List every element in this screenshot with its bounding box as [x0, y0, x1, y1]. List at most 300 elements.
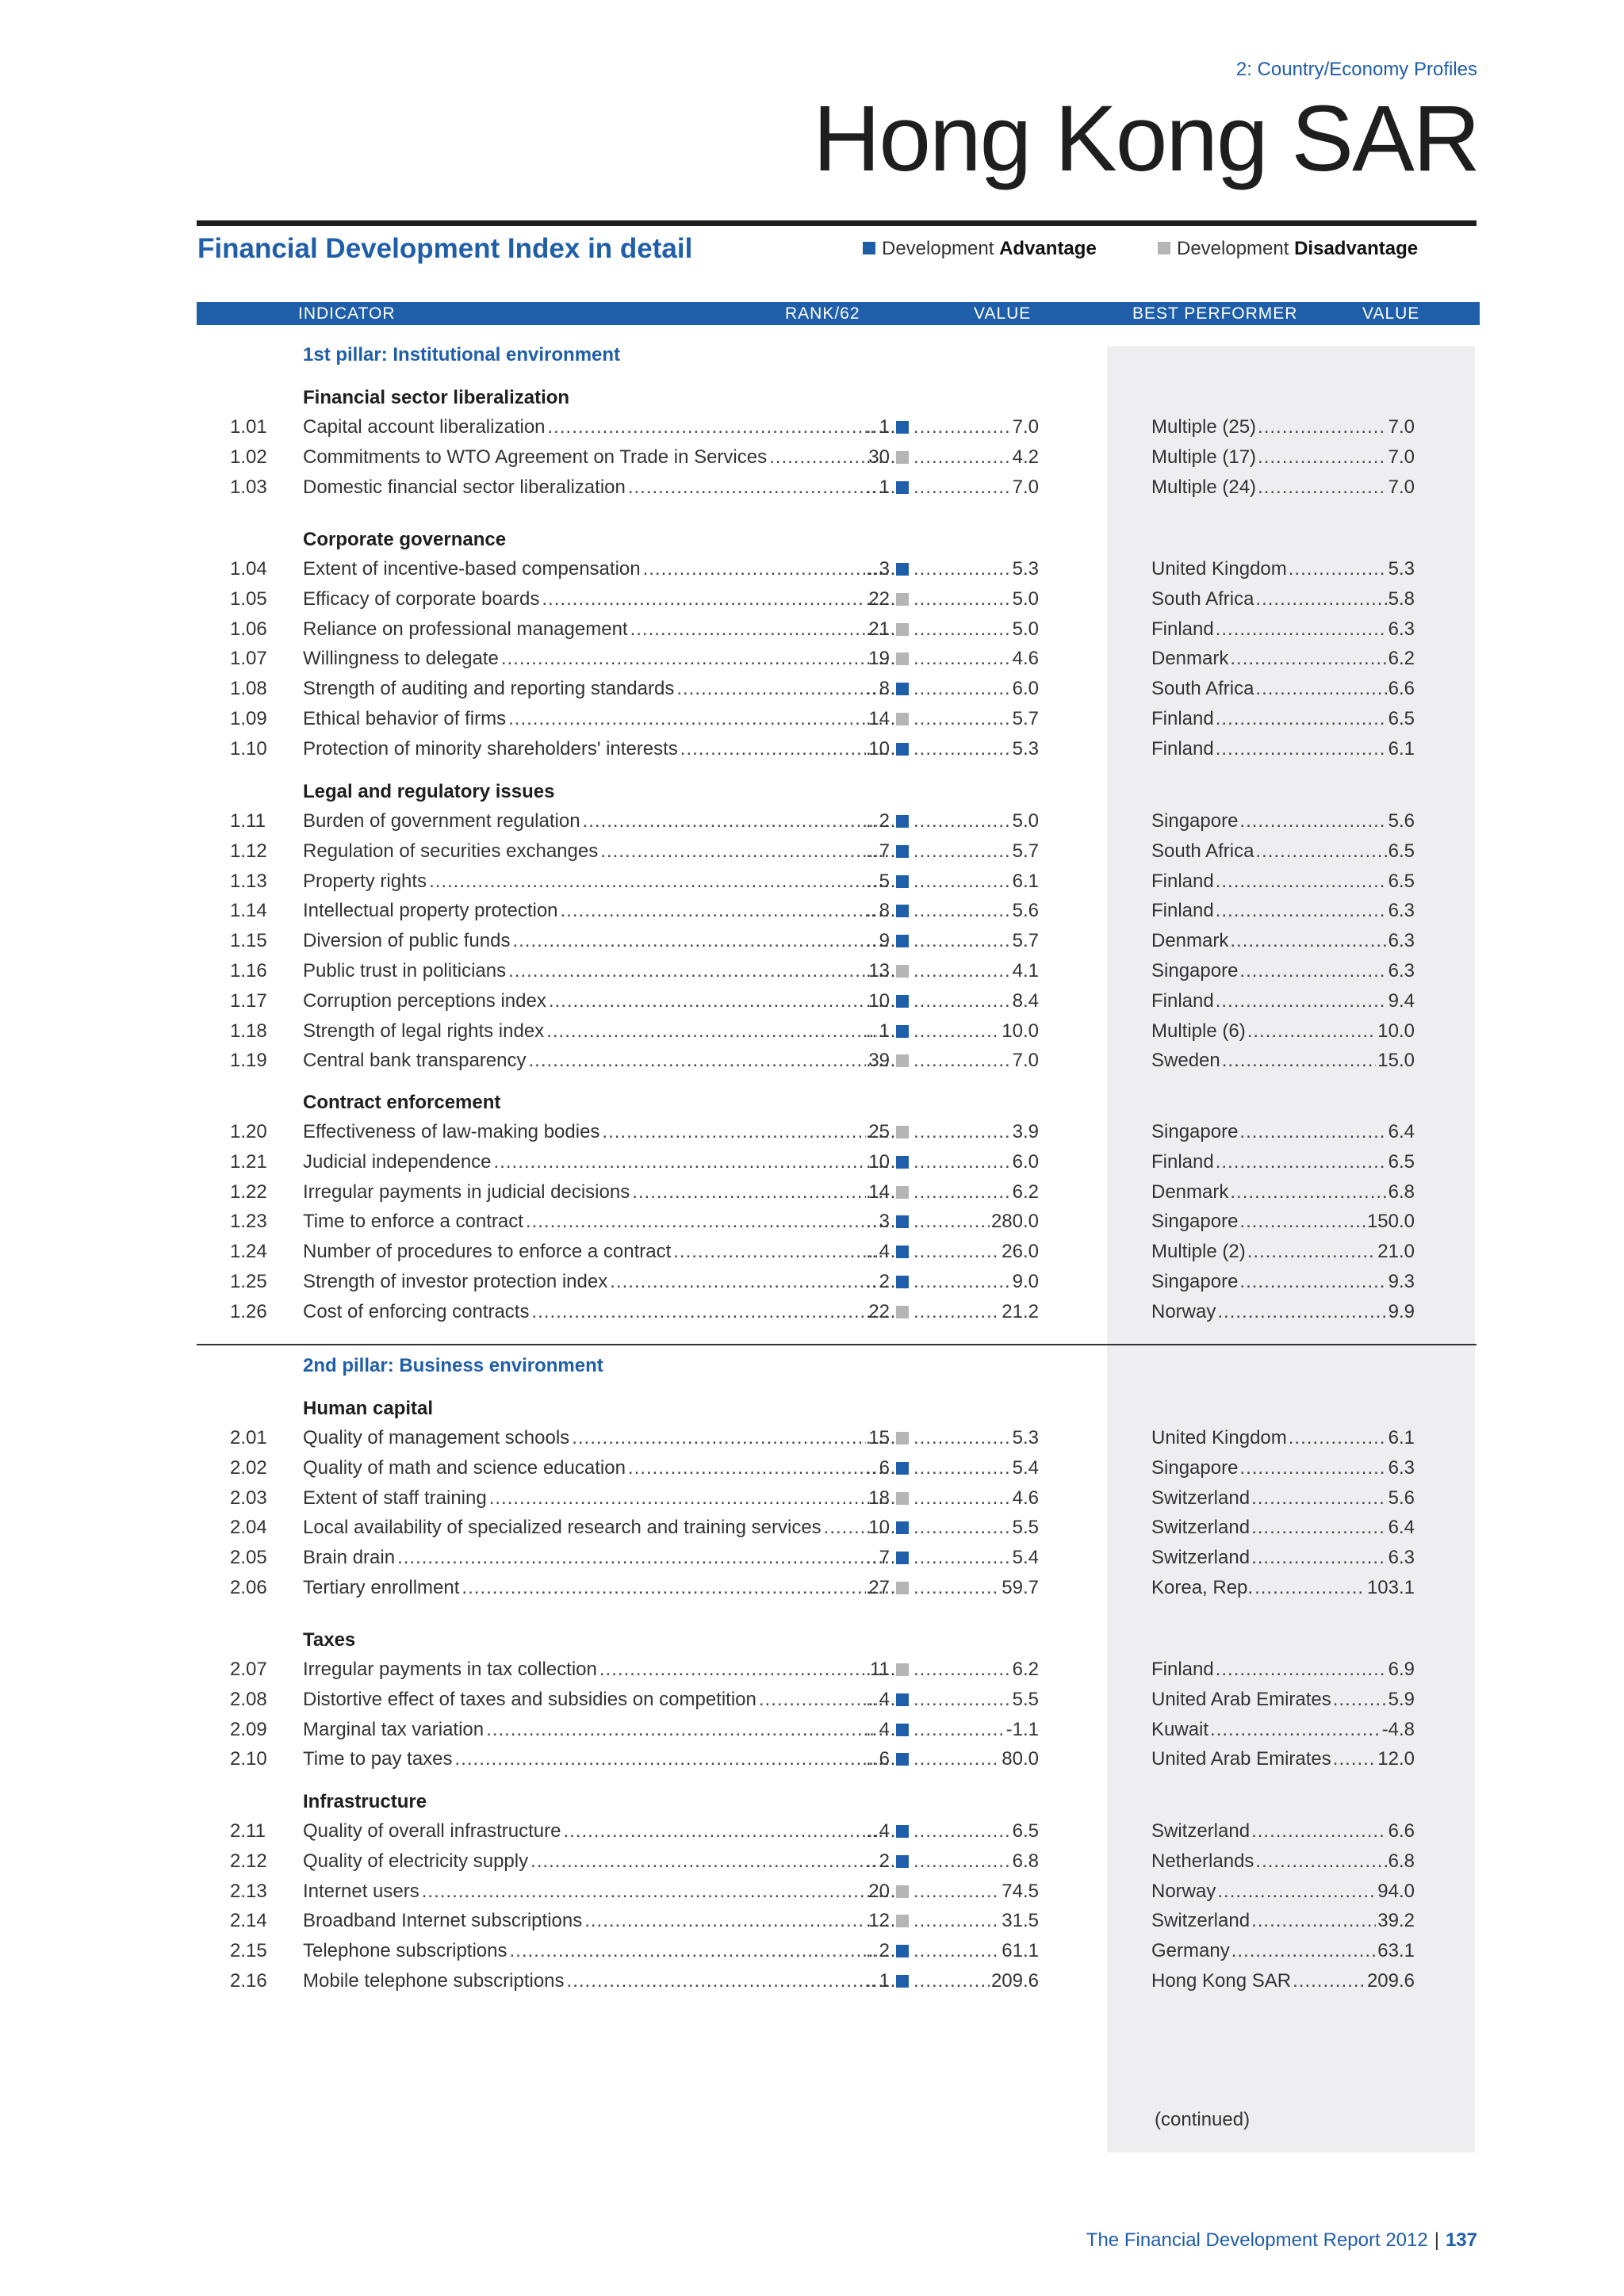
indicator-rank: 21 [868, 618, 890, 640]
best-performer-value: 39.2 [1377, 1910, 1415, 1932]
indicator-rank: 3 [879, 558, 890, 580]
dot-leader [914, 1910, 1000, 1932]
best-performer-name: South Africa [1151, 587, 1254, 610]
advantage-marker-icon [896, 905, 909, 917]
indicator-cell [303, 840, 890, 863]
indicator-name: Quality of electricity supply [303, 1850, 529, 1872]
best-performer-value: 9.9 [1388, 1300, 1415, 1322]
legend-advantage [863, 238, 1097, 260]
best-performer-name: Finland [1151, 989, 1214, 1012]
dot-leader [1216, 990, 1387, 1012]
value-cell [914, 678, 1039, 700]
indicator-number: 1.10 [230, 737, 267, 760]
best-performer-cell [1151, 618, 1415, 641]
indicator-cell [303, 990, 890, 1012]
indicator-rank: 39 [868, 1050, 890, 1072]
dot-leader [1217, 1301, 1386, 1323]
table-row [0, 734, 1624, 764]
indicator-name: Regulation of securities exchanges [303, 840, 599, 862]
value-cell [914, 1241, 1039, 1263]
dot-leader [914, 900, 1011, 922]
value-cell [914, 1301, 1039, 1323]
table-row [0, 644, 1624, 674]
advantage-marker-icon [896, 1724, 909, 1736]
indicator-cell [303, 1719, 890, 1741]
best-performer-cell [1151, 1910, 1415, 1932]
indicator-name: Extent of incentive-based compensation [303, 558, 641, 580]
best-performer-name: Denmark [1151, 648, 1229, 670]
value-cell [914, 416, 1039, 438]
indicator-cell [303, 1121, 890, 1143]
indicator-name: Burden of government regulation [303, 810, 580, 832]
value-cell [914, 871, 1039, 893]
indicator-cell [303, 1427, 890, 1449]
indicator-name: Mobile telephone subscriptions [303, 1970, 565, 1992]
indicator-number: 1.25 [230, 1271, 267, 1292]
header-value: VALUE [974, 304, 1032, 323]
indicator-value: 59.7 [1002, 1577, 1039, 1598]
best-performer-value: 10.0 [1377, 1020, 1415, 1042]
indicator-number: 2.09 [230, 1718, 267, 1740]
value-cell [914, 738, 1039, 760]
table-row [0, 674, 1624, 704]
advantage-marker-icon [896, 421, 909, 434]
indicator-name: Central bank transparency [303, 1050, 527, 1072]
indicator-name: Protection of minority shareholders' interests [303, 737, 678, 760]
best-performer-name: Finland [1151, 900, 1214, 922]
best-performer-name: Denmark [1151, 1181, 1229, 1203]
indicator-number: 2.13 [230, 1880, 267, 1902]
best-performer-value: 7.0 [1388, 476, 1415, 498]
dot-leader [866, 1689, 894, 1711]
indicator-rank: 4 [879, 1820, 890, 1842]
dot-leader [914, 1301, 1000, 1323]
best-performer-name: Singapore [1151, 1211, 1239, 1233]
indicator-number: 1.13 [230, 870, 267, 892]
table-header [197, 302, 1480, 325]
dot-leader [643, 558, 877, 580]
dot-leader [546, 1020, 876, 1043]
dot-leader [914, 476, 1011, 499]
indicator-name: Internet users [303, 1880, 419, 1902]
table-row [0, 584, 1624, 614]
best-performer-cell [1151, 1457, 1415, 1479]
dot-leader [866, 476, 894, 499]
dot-leader [673, 1241, 876, 1263]
country-title: Hong Kong SAR [813, 86, 1479, 191]
dot-leader [866, 960, 894, 982]
best-performer-name: Switzerland [1151, 1487, 1251, 1509]
dot-leader [489, 1487, 867, 1510]
indicator-value: 5.7 [1012, 708, 1039, 729]
group-title: Corporate governance [303, 529, 507, 550]
legend-disadvantage-bold: Disadvantage [1294, 238, 1419, 259]
indicator-number: 1.18 [230, 1020, 267, 1042]
dot-leader [914, 1970, 990, 1992]
best-performer-value: 5.8 [1388, 587, 1415, 610]
indicator-value: 5.3 [1012, 737, 1039, 760]
best-performer-value: 6.8 [1388, 1850, 1415, 1872]
best-performer-value: 9.3 [1388, 1271, 1415, 1292]
value-cell [914, 1881, 1039, 1903]
dot-leader [914, 871, 1011, 893]
best-performer-value: 6.5 [1388, 870, 1415, 892]
indicator-name: Strength of investor protection index [303, 1271, 608, 1292]
indicator-rank: 6 [879, 1748, 890, 1770]
best-performer-cell [1151, 1820, 1415, 1843]
best-performer-name: Multiple (25) [1151, 416, 1257, 438]
indicator-name: Corruption perceptions index [303, 989, 546, 1012]
value-cell [914, 930, 1039, 952]
index-title: Financial Development Index in detail [197, 233, 693, 264]
dot-leader [866, 900, 894, 922]
advantage-marker-icon [896, 683, 909, 695]
value-cell [914, 1487, 1039, 1510]
best-performer-value: 6.5 [1388, 840, 1415, 862]
dot-leader [866, 1457, 894, 1479]
value-cell [914, 1211, 1039, 1233]
best-performer-cell [1151, 1850, 1415, 1873]
best-performer-name: Switzerland [1151, 1547, 1251, 1569]
dot-leader [914, 1020, 1000, 1043]
header-rank: RANK/62 [785, 304, 860, 323]
best-performer-cell [1151, 900, 1415, 922]
dot-leader [1239, 1211, 1365, 1233]
indicator-cell [303, 1487, 890, 1510]
legend-advantage-bold: Advantage [999, 238, 1097, 259]
indicator-cell [303, 1457, 890, 1479]
indicator-cell [303, 588, 890, 610]
best-performer-cell [1151, 1427, 1415, 1449]
best-performer-name: Norway [1151, 1300, 1216, 1322]
indicator-number: 1.12 [230, 840, 267, 862]
indicator-cell [303, 900, 890, 922]
indicator-value: 8.4 [1012, 989, 1039, 1012]
indicator-name: Extent of staff training [303, 1487, 487, 1509]
advantage-marker-icon [896, 481, 909, 494]
dot-leader [599, 1659, 868, 1681]
table-row [0, 806, 1624, 836]
indicator-rank: 13 [868, 960, 890, 982]
dot-leader [602, 1121, 866, 1143]
advantage-marker-icon [896, 1156, 909, 1169]
best-performer-cell [1151, 810, 1415, 832]
dot-leader [1216, 871, 1387, 893]
indicator-name: Quality of management schools [303, 1427, 570, 1448]
indicator-number: 1.14 [230, 900, 267, 922]
dot-leader [1239, 960, 1386, 982]
dot-leader [866, 1181, 894, 1203]
dot-leader [866, 648, 894, 670]
value-cell [914, 1427, 1039, 1449]
indicator-name: Tertiary enrollment [303, 1577, 460, 1598]
disadvantage-marker-icon [896, 1432, 909, 1445]
value-cell [914, 960, 1039, 982]
disadvantage-marker-icon [896, 652, 909, 665]
best-performer-cell [1151, 1151, 1415, 1173]
dot-leader [914, 1211, 990, 1233]
dot-leader [542, 588, 866, 610]
dot-leader [866, 1301, 894, 1323]
dot-leader [866, 1719, 894, 1741]
value-cell [914, 1577, 1039, 1599]
group-title: Contract enforcement [303, 1092, 501, 1113]
best-performer-value: 5.6 [1388, 1487, 1415, 1509]
best-performer-name: Singapore [1151, 1121, 1239, 1142]
best-performer-value: 6.1 [1388, 1427, 1415, 1448]
disadvantage-marker-icon [896, 1054, 909, 1067]
dot-leader [759, 1689, 877, 1711]
best-performer-value: 5.6 [1388, 810, 1415, 832]
best-performer-value: 6.4 [1388, 1121, 1415, 1142]
value-cell [914, 1457, 1039, 1479]
best-performer-value: 63.1 [1377, 1940, 1415, 1962]
indicator-value: 6.8 [1012, 1850, 1039, 1872]
best-performer-value: 6.3 [1388, 1456, 1415, 1479]
dot-leader [563, 1820, 876, 1843]
best-performer-name: Netherlands [1151, 1850, 1254, 1872]
indicator-number: 2.02 [230, 1456, 267, 1479]
indicator-number: 2.06 [230, 1577, 267, 1598]
advantage-marker-icon [896, 875, 909, 888]
disadvantage-marker-icon [896, 1306, 909, 1318]
dot-leader [914, 1151, 1011, 1173]
table-row [0, 1297, 1624, 1327]
best-performer-cell [1151, 1547, 1415, 1569]
dot-leader [1216, 900, 1387, 922]
best-performer-cell [1151, 1241, 1415, 1263]
indicator-number: 1.17 [230, 989, 267, 1012]
value-cell [914, 1151, 1039, 1173]
advantage-marker-icon [896, 1215, 909, 1228]
value-cell [914, 1517, 1039, 1539]
value-cell [914, 1719, 1039, 1741]
indicator-name: Time to pay taxes [303, 1748, 453, 1770]
dot-leader [572, 1427, 866, 1449]
indicator-cell [303, 1151, 890, 1173]
dot-leader [508, 960, 866, 982]
value-cell [914, 446, 1039, 469]
indicator-cell [303, 1271, 890, 1293]
dot-leader [866, 1910, 894, 1932]
dot-leader [914, 990, 1011, 1012]
indicator-rank: 10 [868, 1517, 890, 1539]
table-row [0, 1685, 1624, 1715]
indicator-number: 1.06 [230, 618, 267, 640]
value-cell [914, 1748, 1039, 1770]
table-row [0, 554, 1624, 584]
continued-note: (continued) [1155, 2109, 1251, 2130]
indicator-name: Intellectual property protection [303, 900, 558, 922]
best-performer-value: 6.5 [1388, 708, 1415, 729]
dot-leader [866, 738, 894, 760]
indicator-rank: 2 [879, 1940, 890, 1962]
dot-leader [422, 1881, 867, 1903]
dot-leader [1222, 1050, 1377, 1072]
dot-leader [1247, 1241, 1377, 1263]
indicator-cell [303, 1181, 890, 1203]
dot-leader [1216, 708, 1387, 730]
dot-leader [914, 738, 1011, 760]
indicator-rank: 30 [868, 446, 890, 468]
best-performer-value: 6.3 [1388, 900, 1415, 922]
dot-leader [914, 1850, 1011, 1873]
indicator-value: 6.5 [1012, 1820, 1039, 1842]
dot-leader [914, 840, 1011, 863]
value-cell [914, 1121, 1039, 1143]
dot-leader [1239, 1457, 1386, 1479]
dot-leader [914, 1457, 1011, 1479]
dot-leader [508, 708, 866, 730]
indicator-number: 1.22 [230, 1181, 267, 1203]
indicator-value: 31.5 [1002, 1910, 1039, 1932]
dot-leader [914, 1940, 1000, 1962]
indicator-cell [303, 960, 890, 982]
header-best-value: VALUE [1362, 304, 1420, 323]
dot-leader [914, 618, 1011, 641]
best-performer-value: 209.6 [1366, 1970, 1415, 1992]
footer-report: The Financial Development Report 2012 [1086, 2229, 1428, 2251]
indicator-rank: 8 [879, 900, 890, 922]
indicator-number: 1.03 [230, 476, 267, 498]
indicator-name: Efficacy of corporate boards [303, 587, 540, 610]
advantage-marker-icon [896, 1945, 909, 1957]
table-row [0, 1147, 1624, 1177]
disadvantage-marker-icon [896, 623, 909, 636]
indicator-value: 209.6 [990, 1970, 1039, 1992]
dot-leader [600, 840, 876, 863]
table-row [0, 614, 1624, 645]
dot-leader [914, 1517, 1011, 1539]
table-row [0, 956, 1624, 986]
table-row [0, 1237, 1624, 1267]
dot-leader [680, 738, 867, 760]
indicator-cell [303, 738, 890, 760]
table-row [0, 1207, 1624, 1237]
indicator-rank: 10 [868, 1150, 890, 1173]
dot-leader [610, 1271, 876, 1293]
indicator-number: 2.11 [230, 1820, 266, 1842]
legend-advantage-prefix: Development [882, 238, 994, 259]
dot-leader [914, 1689, 1011, 1711]
best-performer-value: 5.3 [1388, 558, 1415, 580]
best-performer-cell [1151, 1301, 1415, 1323]
dot-leader [1230, 930, 1386, 952]
disadvantage-square-icon [1158, 242, 1170, 254]
dot-leader [1258, 476, 1387, 499]
value-cell [914, 1547, 1039, 1569]
indicator-value: 5.5 [1012, 1517, 1039, 1539]
indicator-name: Strength of auditing and reporting standards [303, 678, 675, 700]
indicator-cell [303, 810, 890, 832]
best-performer-cell [1151, 1050, 1415, 1072]
indicator-number: 2.08 [230, 1688, 267, 1710]
best-performer-cell [1151, 1881, 1415, 1903]
best-performer-cell [1151, 1659, 1415, 1681]
best-performer-value: 6.1 [1388, 737, 1415, 760]
dot-leader [1216, 738, 1387, 760]
best-performer-cell [1151, 1181, 1415, 1203]
indicator-value: 5.5 [1012, 1688, 1039, 1710]
indicator-name: Time to enforce a contract [303, 1211, 523, 1233]
indicator-number: 1.04 [230, 558, 267, 580]
dot-leader [866, 1547, 894, 1569]
best-performer-cell [1151, 1211, 1415, 1233]
best-performer-name: Singapore [1151, 1271, 1239, 1292]
best-performer-cell [1151, 840, 1415, 863]
dot-leader [769, 446, 866, 469]
best-performer-cell [1151, 416, 1415, 438]
indicator-cell [303, 1241, 890, 1263]
dot-leader [1258, 416, 1387, 438]
advantage-marker-icon [896, 815, 909, 828]
dot-leader [1239, 810, 1386, 832]
table-row [0, 1906, 1624, 1936]
indicator-cell [303, 1881, 890, 1903]
indicator-value: 5.4 [1012, 1547, 1039, 1569]
group-title: Financial sector liberalization [303, 387, 570, 408]
indicator-value: 6.2 [1012, 1659, 1039, 1680]
table-row [0, 836, 1624, 867]
value-cell [914, 1820, 1039, 1843]
indicator-value: 5.7 [1012, 930, 1039, 952]
value-cell [914, 1970, 1039, 1992]
best-performer-name: Norway [1151, 1880, 1216, 1902]
indicator-rank: 8 [879, 678, 890, 700]
dot-leader [866, 930, 894, 952]
indicator-value: 80.0 [1002, 1748, 1039, 1770]
best-performer-cell [1151, 930, 1415, 952]
indicator-value: 6.0 [1012, 1150, 1039, 1173]
value-cell [914, 1689, 1039, 1711]
best-performer-name: Singapore [1151, 1456, 1239, 1479]
advantage-marker-icon [896, 935, 909, 947]
dot-leader [914, 1547, 1011, 1569]
indicator-number: 2.12 [230, 1850, 267, 1872]
indicator-rank: 4 [879, 1241, 890, 1263]
best-performer-cell [1151, 588, 1415, 610]
best-performer-value: 6.8 [1388, 1181, 1415, 1203]
best-performer-name: Finland [1151, 708, 1214, 729]
dot-leader [1251, 1547, 1387, 1569]
indicator-number: 2.15 [230, 1940, 267, 1962]
best-performer-value: 7.0 [1388, 446, 1415, 468]
dot-leader [866, 678, 894, 700]
dot-leader [1251, 1910, 1376, 1932]
table-row [0, 1936, 1624, 1966]
indicator-cell [303, 678, 890, 700]
indicator-number: 1.01 [230, 416, 267, 438]
indicator-name: Commitments to WTO Agreement on Trade in Services [303, 446, 768, 468]
advantage-marker-icon [896, 1276, 909, 1288]
dot-leader [866, 1211, 894, 1233]
indicator-value: 5.6 [1012, 900, 1039, 922]
best-performer-cell [1151, 1487, 1415, 1510]
best-performer-name: Switzerland [1151, 1517, 1251, 1539]
indicator-cell [303, 1577, 890, 1599]
best-performer-name: Multiple (6) [1151, 1020, 1246, 1042]
table-row [0, 1877, 1624, 1907]
dot-leader [512, 930, 876, 952]
indicator-name: Quality of overall infrastructure [303, 1820, 561, 1842]
best-performer-name: United Arab Emirates [1151, 1688, 1331, 1710]
legend-disadvantage [1158, 238, 1418, 260]
indicator-cell [303, 446, 890, 469]
dot-leader [1230, 1181, 1386, 1203]
indicator-cell [303, 416, 890, 438]
dot-leader [866, 1241, 894, 1263]
value-cell [914, 1940, 1039, 1962]
